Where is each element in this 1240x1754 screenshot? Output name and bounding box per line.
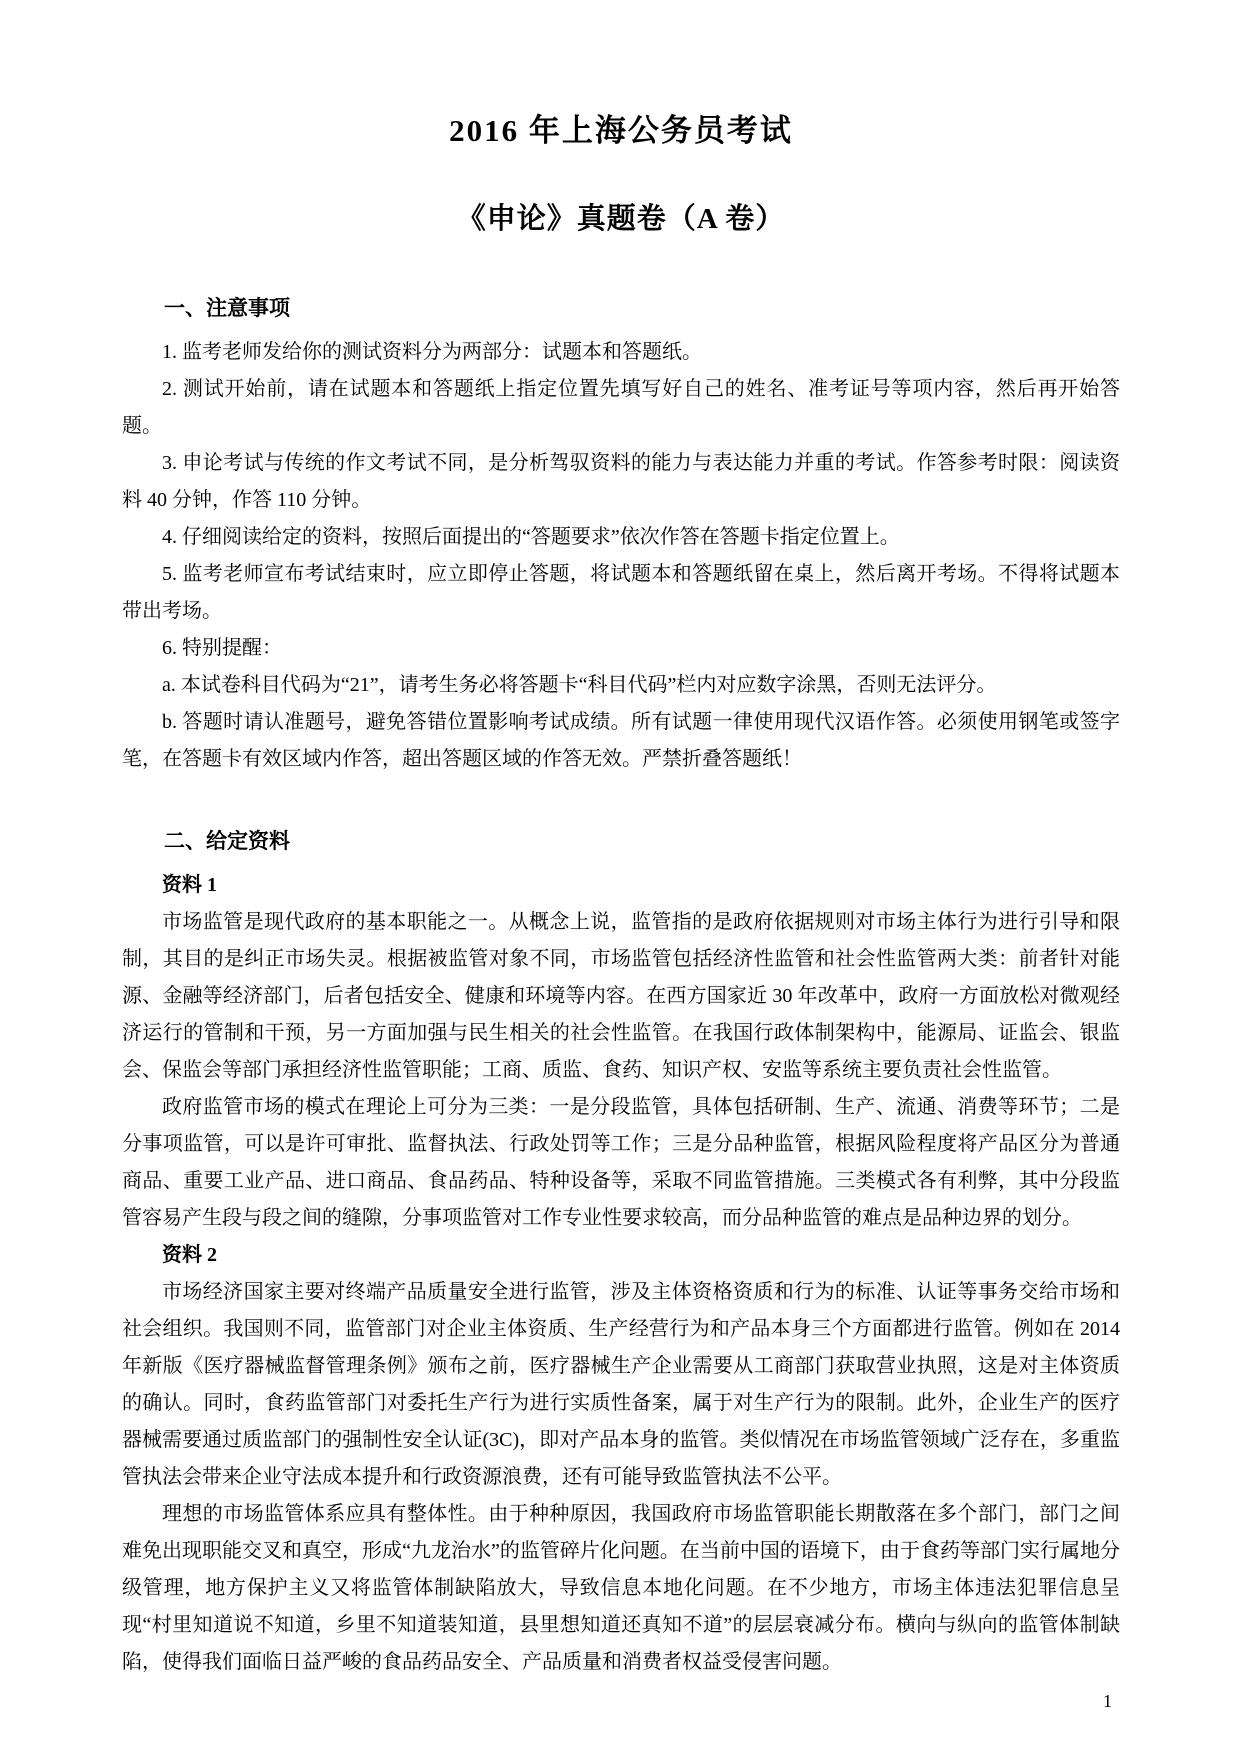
notice-heading: 一、注意事项 (164, 296, 290, 320)
material2-label: 资料 2 (162, 1243, 217, 1266)
notice-item: a. 本试卷科目代码为“21”，请考生务必将答题卡“科目代码”栏内对应数字涂黑，否则无法评分。 (162, 673, 997, 696)
material1-label: 资料 1 (162, 873, 217, 896)
notice-section (122, 289, 1120, 778)
notice-item: 2. 测试开始前，请在试题本和答题纸上指定位置先填写好自己的姓名、准考证号等项内容，然后再开始答题。 (122, 377, 1120, 437)
page-title: 2016 年上海公务员考试 (449, 113, 793, 148)
material2-paragraph: 市场经济国家主要对终端产品质量安全进行监管，涉及主体资格资质和行为的标准、认证等事务交给市场和社会组织。我国则不同，监管部门对企业主体资质、生产经营行为和产品本身三个方面都进行监管。例如在 2014 年新版《医疗器械监督管理条例》颁布之前，医疗器械生产企业需要从工商部门获取营业执照，这是对主体资质的确认。同时，食药监管部门对委托生产行为进行实质性备案，属于对生产行为的限制。此外，企业生产的医疗器械需要通过质监部门的强制性安全认证(3C)，即对产品本身的监管。类似情况在市场监管领域广泛存在，多重监管执法会带来企业守法成本提升和行政资源浪费，还有可能导致监管执法不公平。 (122, 1280, 1120, 1488)
materials-section (122, 822, 1120, 1681)
notice-item: 1. 监考老师发给你的测试资料分为两部分：试题本和答题纸。 (162, 340, 702, 363)
notice-item: 4. 仔细阅读给定的资料，按照后面提出的“答题要求”依次作答在答题卡指定位置上。 (162, 525, 900, 548)
section-divider (122, 778, 1120, 818)
material1-paragraph: 市场监管是现代政府的基本职能之一。从概念上说，监管指的是政府依据规则对市场主体行为进行引导和限制，其目的是纠正市场失灵。根据被监管对象不同，市场监管包括经济性监管和社会性监管两大类：前者针对能源、金融等经济部门，后者包括安全、健康和环境等内容。在西方国家近 30 年改革中，政府一方面放松对微观经济运行的管制和干预，另一方面加强与民生相关的社会性监管。在我国行政体制架构中，能源局、证监会、银监会、保监会等部门承担经济性监管职能；工商、质监、食药、知识产权、安监等系统主要负责社会性监管。 (122, 910, 1120, 1081)
page-number: 1 (1103, 1691, 1112, 1711)
material2-paragraph: 理想的市场监管体系应具有整体性。由于种种原因，我国政府市场监管职能长期散落在多个部门，部门之间难免出现职能交叉和真空，形成“九龙治水”的监管碎片化问题。在当前中国的语境下，由于食药等部门实行属地分级管理，地方保护主义又将监管体制缺陷放大，导致信息本地化问题。在不少地方，市场主体违法犯罪信息呈现“村里知道说不知道，乡里不知道装知道，县里想知道还真知不道”的层层衰减分布。横向与纵向的监管体制缺陷，使得我们面临日益严峻的食品药品安全、产品质量和消费者权益受侵害问题。 (122, 1502, 1120, 1673)
page-subtitle: 《申论》真题卷（A 卷） (456, 203, 786, 235)
notice-item: 6. 特别提醒： (162, 636, 282, 659)
notice-item: b. 答题时请认准题号，避免答错位置影响考试成绩。所有试题一律使用现代汉语作答。必须使用钢笔或签字笔，在答题卡有效区域内作答，超出答题区域的作答无效。严禁折叠答题纸！ (122, 710, 1120, 770)
material1-paragraph: 政府监管市场的模式在理论上可分为三类：一是分段监管，具体包括研制、生产、流通、消费等环节；二是分事项监管，可以是许可审批、监督执法、行政处罚等工作；三是分品种监管，根据风险程度将产品区分为普通商品、重要工业产品、进口商品、食品药品、特种设备等，采取不同监管措施。三类模式各有利弊，其中分段监管容易产生段与段之间的缝隙，分事项监管对工作专业性要求较高，而分品种监管的难点是品种边界的划分。 (122, 1095, 1120, 1229)
materials-heading: 二、给定资料 (164, 828, 290, 853)
notice-item: 5. 监考老师宣布考试结束时，应立即停止答题，将试题本和答题纸留在桌上，然后离开考场。不得将试题本带出考场。 (122, 562, 1120, 622)
notice-item: 3. 申论考试与传统的作文考试不同，是分析驾驭资料的能力与表达能力并重的考试。作答参考时限：阅读资料 40 分钟，作答 110 分钟。 (122, 451, 1120, 511)
